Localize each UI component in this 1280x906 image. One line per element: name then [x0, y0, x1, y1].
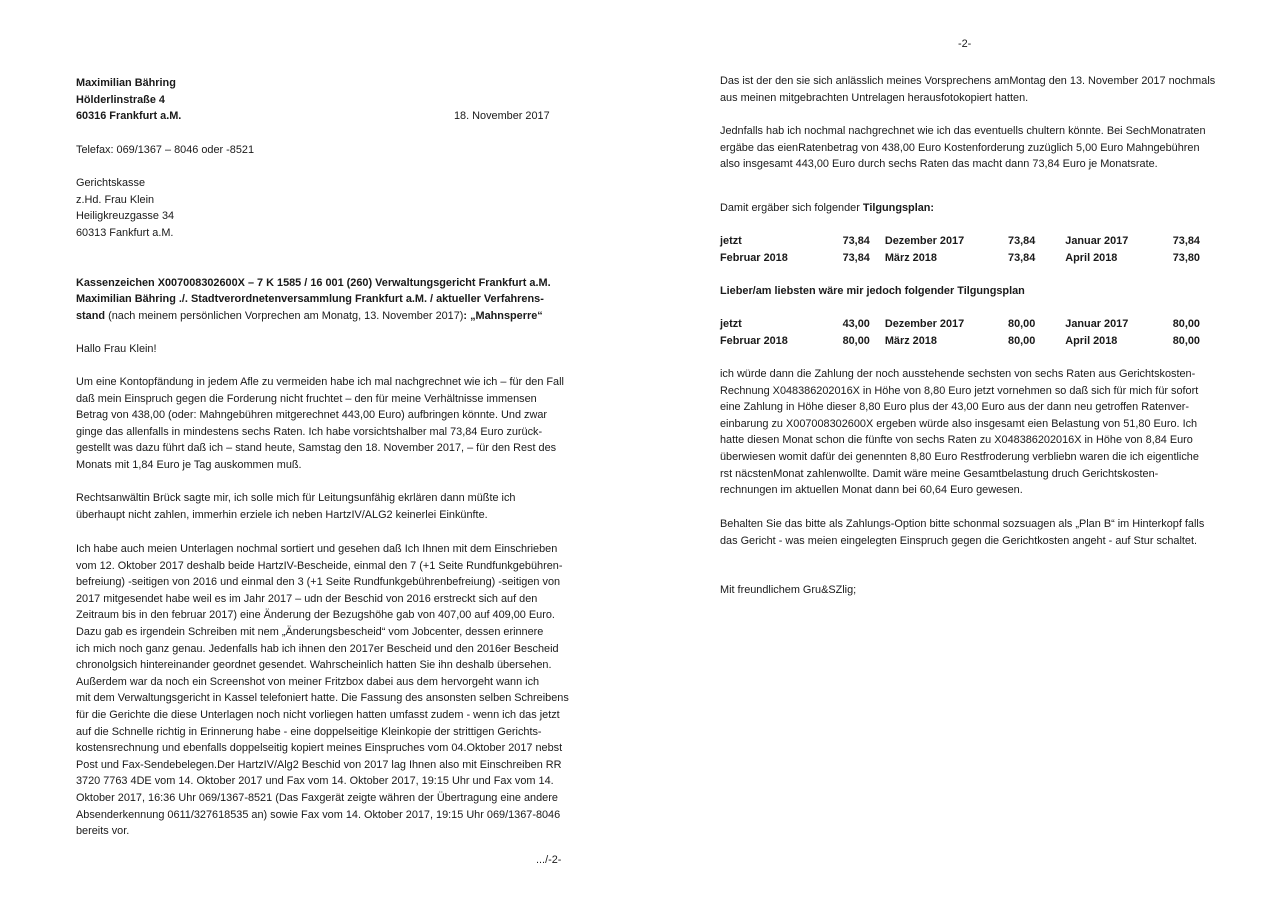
salutation: Hallo Frau Klein!: [76, 343, 157, 355]
page-number: -2-: [958, 38, 972, 50]
text-line: Oktober 2017, 16:36 Uhr 069/1367-8521 (Das Faxgerät zeigte währen der Übertragung eine andere: [76, 791, 558, 804]
text-line: 3720 7763 4DE vom 14. Oktober 2017 und Fax vom 14. Oktober 2017, 19:15 Uhr und Fax vom 14.: [76, 775, 554, 788]
text-line: eine Zahlung in Höhe dieser 8,80 Euro plus der 43,00 Euro aus der dann neu getroffen Ratenver-: [720, 401, 1190, 414]
text-line: Außerdem war da noch ein Screenshot von meiner Fritzbox dabei aus dem hervorgeht wann ich: [76, 675, 540, 688]
text-line: vom 12. Oktober 2017 deshalb beide HartzIV-Bescheide, einmal den 7 (+1 Seite Rundfunkgebühren-: [76, 559, 563, 572]
text-line: gestellt was dazu führt daß ich – stand heute, Samstag den 18. November 2017, – für den Rest des: [76, 442, 557, 455]
plan-month: jetzt: [720, 235, 742, 247]
plan1-intro-bold: Tilgungsplan:: [862, 202, 935, 214]
text-line: chronolgsich hintereinander geordnet gesendet. Wahrscheinlich hatten Sie ihn deshalb übersehen.: [76, 659, 552, 672]
plan-amount: 80,00: [1008, 318, 1036, 330]
plan-amount: 73,84: [1008, 251, 1036, 264]
text-line: Monats mit 1,84 Euro je Tag auskommen muß.: [76, 458, 302, 471]
plan-amount: 73,84: [842, 251, 870, 264]
text-line: Absenderkennung 0611/327618535 an) sowie Fax vom 14. Oktober 2017, 19:15 Uhr 069/1367-8046: [76, 808, 561, 821]
telefax: Telefax: 069/1367 – 8046 oder -8521: [76, 144, 255, 156]
paragraph-2: [720, 123, 1206, 173]
text-line: ich würde dann die Zahlung der noch ausstehende sechsten von sechs Raten aus Gerichtskosten-: [720, 368, 1196, 380]
text-line: Behalten Sie das bitte als Zahlungs-Option bitte schonmal sozsuagen als „Plan B“ im Hinterkopf falls: [720, 518, 1205, 530]
text-line: Das ist der den sie sich anlässlich meines Vorsprechens amMontag den 13. November 2017 nochmals: [720, 75, 1216, 87]
subject-note: (nach meinem persönlichen Vorprechen am Monatg, 13. November 2017): [105, 310, 464, 322]
text-line: hatte diesen Monat schon die fünfte von sechs Raten zu X048386202016X in Höhe von 8,84 Euro: [720, 434, 1193, 447]
text-line: aus meinen mitgebrachten Untrelagen herausfotokopiert hatten.: [720, 91, 1029, 104]
table-row: [720, 233, 1200, 250]
plan-month: Dezember 2017: [884, 318, 965, 330]
text-line: rechnungen im aktuellen Monat dann bei 60,64 Euro gewesen.: [720, 484, 1023, 497]
plan1-table: [720, 233, 1200, 266]
text-line: also insgesamt 443,00 Euro durch sechs Raten das macht dann 73,84 Euro je Monatsrate.: [720, 158, 1158, 171]
recipient-line: Gerichtskasse: [76, 177, 145, 189]
closing: Mit freundlichem Gru&SZlig;: [720, 584, 857, 596]
text-line: Dazu gab es irgendein Schreiben mit nem „Änderungsbescheid“ vom Jobcenter, dessen erinnere: [76, 625, 544, 638]
text-line: Jednfalls hab ich nochmal nachgrechnet wie ich das eventuells chultern könnte. Bei SechMonatraten: [720, 125, 1206, 137]
plan-amount: 73,84: [1008, 235, 1036, 247]
plan-month: jetzt: [720, 318, 742, 330]
paragraph-2: [76, 490, 515, 523]
text-line: auf die Schnelle richtig in Erinnerung habe - eine doppelseitige Kleinkopie der strittigen Gerichts-: [76, 725, 542, 738]
text-line: ginge das allenfalls in mindestens sechs Raten. Ich habe vorsichtshalber mal 73,84 Euro zurück-: [76, 425, 543, 438]
plan-month: Februar 2018: [720, 334, 788, 347]
plan-month: Januar 2017: [1065, 235, 1129, 247]
plan2-intro: Lieber/am liebsten wäre mir jedoch folgender Tilgungsplan: [720, 285, 1025, 297]
text-line: Post und Fax-Sendebelegen.Der HartzIV/Alg2 Beschid von 2017 lag Ihnen also mit Einschreiben RR: [76, 758, 562, 771]
plan-amount: 73,80: [1172, 251, 1200, 264]
recipient-line: 60313 Fankfurt a.M.: [76, 227, 174, 239]
plan-amount: 43,00: [842, 318, 870, 330]
plan-month: Februar 2018: [720, 251, 788, 264]
plan1-intro: [720, 200, 934, 217]
text-line: Rechtsanwältin Brück sagte mir, ich solle mich für Leitungsunfähig ekrlären dann müßte ich: [76, 492, 516, 504]
table-row: [720, 316, 1200, 333]
text-line: kostensrechnung und ebenfalls doppelseitig kopiert meines Einspruches vom 04.Oktober 2017 nebst: [76, 742, 563, 755]
text-line: daß mein Einspruch gegen die Forderung nicht fruchtet – den für meine Verhältnisse immensen: [76, 392, 537, 405]
text-line: ergäbe das eienRatenbetrag von 438,00 Euro Kostenforderung zuzüglich 5,00 Euro Mahngebühren: [720, 141, 1200, 154]
paragraph-3: [720, 366, 1199, 499]
plan-amount: 80,00: [1008, 334, 1036, 347]
text-line: mit dem Verwaltungsgericht in Kassel telefoniert hatte. Die Fassung des ansonsten selben Schreibens: [76, 692, 569, 705]
recipient-line: z.Hd. Frau Klein: [76, 194, 155, 206]
table-row: [720, 333, 1200, 350]
paragraph-3: [76, 541, 569, 840]
plan-amount: 73,84: [842, 235, 870, 247]
sender-street: Hölderlinstraße 4: [76, 94, 165, 106]
paragraph-4: [720, 516, 1204, 549]
plan-month: März 2018: [884, 251, 937, 264]
plan-month: April 2018: [1065, 251, 1118, 264]
plan-month: Dezember 2017: [884, 235, 965, 247]
text-line: das Gericht - was meien eingelegten Einspruch gegen die Gerichtkosten angeht - auf Stur schaltet.: [720, 534, 1198, 547]
continuation-marker: .../-2-: [536, 854, 562, 866]
text-line: Um eine Kontopfändung in jedem Afle zu vermeiden habe ich mal nachgrechnet wie ich – für den Fall: [76, 376, 564, 388]
text-line: befreiung) -seitigen von 2016 und einmal den 3 (+1 Seite Rundfunkgebührenbefreiung) -seitigen von: [76, 576, 561, 589]
text-line: bereits vor.: [76, 825, 130, 838]
text-line: überhaupt nicht zahlen, immerhin erziele ich neben HartzIV/ALG2 keinerlei Einkünfte.: [76, 508, 488, 521]
subject-line-1: Kassenzeichen X007008302600X – 7 K 1585 / 16 001 (260) Verwaltungsgericht Frankfurt a.M.: [76, 277, 551, 289]
plan-amount: 80,00: [842, 334, 870, 347]
text-line: Ich habe auch meien Unterlagen nochmal sortiert und gesehen daß Ich Ihnen mit dem Einschrieben: [76, 543, 558, 555]
text-line: überwiesen womit dafür dei genennten 8,80 Euro Restfroderung verbliebn waren die ich eigentliche: [720, 450, 1199, 463]
subject-line-3: [76, 308, 543, 325]
subject-line-2: Maximilian Bähring ./. Stadtverordnetenversammlung Frankfurt a.M. / aktueller Verfahrens-: [76, 293, 544, 305]
plan-month: März 2018: [884, 334, 937, 347]
subject-mahnsperre: : „Mahnsperre“: [463, 310, 543, 322]
letter-date: 18. November 2017: [454, 110, 550, 122]
text-line: Betrag von 438,00 (oder: Mahngebühren mitgerechnet 443,00 Euro) aufbringen könnte. Und zwar: [76, 409, 548, 422]
plan-amount: 80,00: [1172, 318, 1200, 330]
table-row: [720, 250, 1200, 267]
text-line: Zeitraum bis in den februar 2017) eine Änderung der Bezugshöhe gab von 407,00 auf 409,00 Euro.: [76, 609, 555, 622]
text-line: rst näcstenMonat zahlenwollte. Damit wäre meine Gesamtbelastung druch Gerichtskosten-: [720, 467, 1159, 480]
paragraph-1: [76, 374, 564, 474]
text-line: 2017 mitgesendet habe weil es im Jahr 2017 – udn der Beschid von 2016 erstreckt sich auf den: [76, 592, 538, 605]
sender-name: Maximilian Bähring: [76, 77, 176, 89]
subject-stand: stand: [76, 310, 106, 322]
text-line: ich mich noch ganz genau. Jedenfalls hab ich ihnen den 2017er Bescheid und den 2016er Bescheid: [76, 642, 559, 655]
plan2-table: [720, 316, 1200, 349]
plan-month: April 2018: [1065, 334, 1118, 347]
plan1-intro-text: Damit ergäber sich folgender: [720, 202, 863, 214]
plan-amount: 80,00: [1172, 334, 1200, 347]
recipient-line: Heiligkreuzgasse 34: [76, 210, 175, 222]
text-line: für die Gerichte die diese Unterlagen noch nicht vorliegen hatten umfasst zudem - wenn ich das jetzt: [76, 708, 560, 721]
text-line: Rechnung X048386202016X in Höhe von 8,80 Euro jetzt vornehmen so daß sich für mich für sofort: [720, 384, 1199, 397]
plan-amount: 73,84: [1172, 235, 1200, 247]
plan-month: Januar 2017: [1065, 318, 1129, 330]
paragraph-1: [720, 73, 1215, 106]
text-line: einbarung zu X007008302600X ergeben würde also insgesamt eien Belastung von 51,80 Euro. Ich: [720, 417, 1198, 430]
sender-city: 60316 Frankfurt a.M.: [76, 110, 182, 122]
